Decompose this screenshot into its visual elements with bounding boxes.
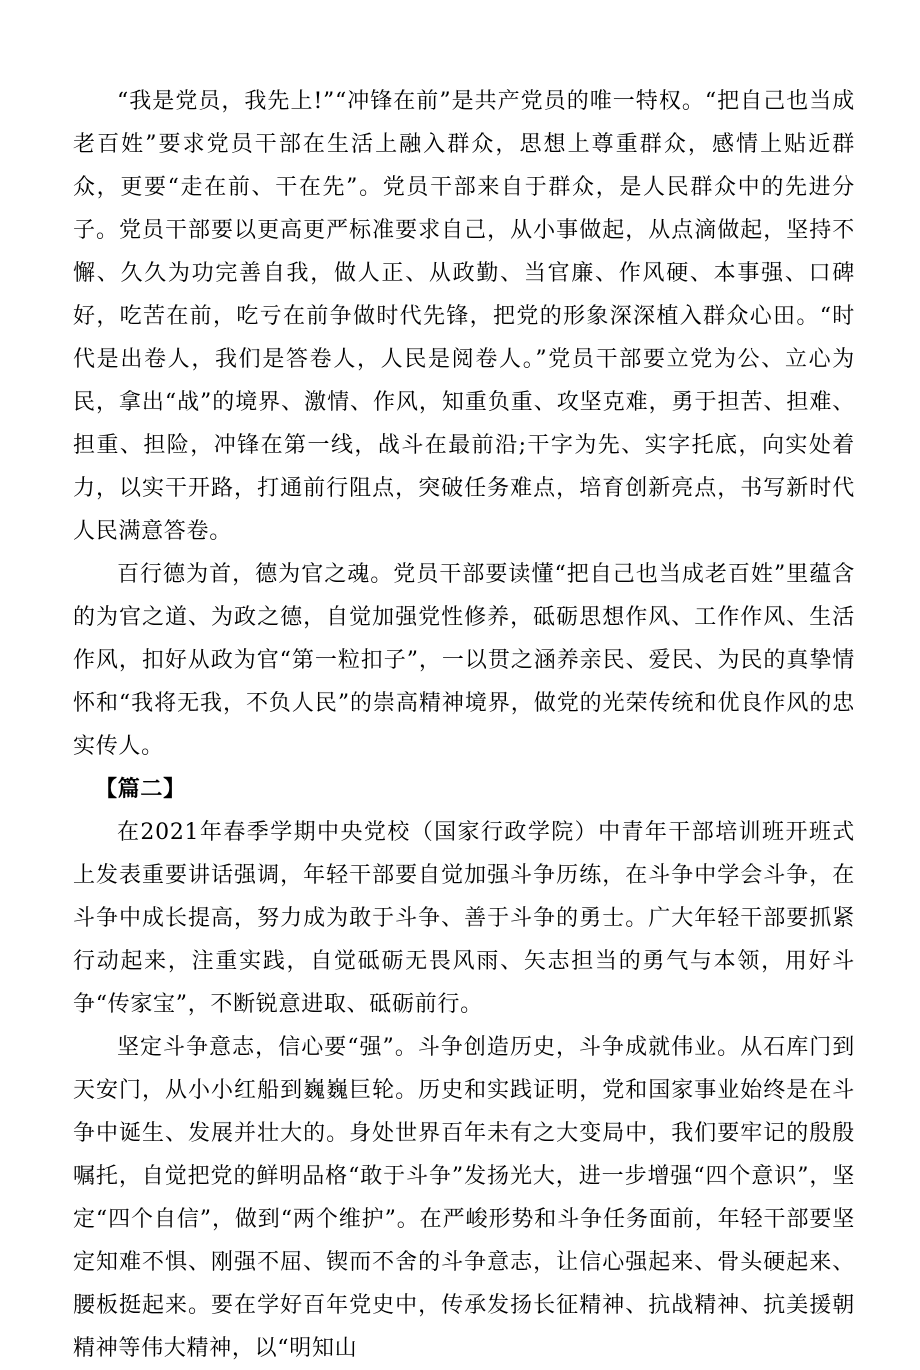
paragraph-2: 百行德为首，德为官之魂。党员干部要读懂“把自己也当成老百姓”里蕴含的为官之道、为政之德，自觉加强党性修养，砥砺思想作风、工作作风、生活作风，扣好从政为官“第一粒扣子”，一以贯之涵养亲民、爱民、为民的真挚情怀和“我将无我，不负人民”的崇高精神境界，做党的光荣传统和优良作风的忠实传人。 [73,562,855,759]
paragraph-4: 坚定斗争意志，信心要“强”。斗争创造历史，斗争成就伟业。从石库门到天安门，从小小红船到巍巍巨轮。历史和实践证明，党和国家事业始终是在斗争中诞生、发展并壮大的。身处世界百年未有之大变局中，我们要牢记的殷殷嘱托，自觉把党的鲜明品格“敢于斗争”发扬光大，进一步增强“四个意识”，坚定“四个自信”，做到“两个维护”。在严峻形势和斗争任务面前，年轻干部要坚定知难不惧、刚强不屈、锲而不舍的斗争意志，让信心强起来、骨头硬起来、腰板挺起来。要在学好百年党史中，传承发扬长征精神、抗战精神、抗美援朝精神等伟大精神，以“明知山 [73,1035,855,1361]
section-heading: 【篇二】 [95,777,186,802]
paragraph-3: 在2021年春季学期中央党校（国家行政学院）中青年干部培训班开班式上发表重要讲话强调，年轻干部要自觉加强斗争历练，在斗争中学会斗争，在斗争中成长提高，努力成为敢于斗争、善于斗争的勇士。广大年轻干部要抓紧行动起来，注重实践，自觉砥砺无畏风雨、矢志担当的勇气与本领，用好斗争“传家宝”，不断锐意进取、砥砺前行。 [73,820,855,1017]
paragraph-1: “我是党员，我先上!”“冲锋在前”是共产党员的唯一特权。“把自己也当成老百姓”要求党员干部在生活上融入群众，思想上尊重群众，感情上贴近群众，更要“走在前、干在先”。党员干部来自于群众，是人民群众中的先进分子。党员干部要以更高更严标准要求自己，从小事做起，从点滴做起，坚持不懈、久久为功完善自我，做人正、从政勤、当官廉、作风硬、本事强、口碑好，吃苦在前，吃亏在前争做时代先锋，把党的形象深深植入群众心田。“时代是出卷人，我们是答卷人，人民是阅卷人。”党员干部要立党为公、立心为民，拿出“战”的境界、激情、作风，知重负重、攻坚克难，勇于担苦、担难、担重、担险，冲锋在第一线，战斗在最前沿;干字为先、实字托底，向实处着力，以实干开路，打通前行阻点，突破任务难点，培育创新亮点，书写新时代人民满意答卷。 [73,89,855,544]
document-body [73,80,855,1370]
